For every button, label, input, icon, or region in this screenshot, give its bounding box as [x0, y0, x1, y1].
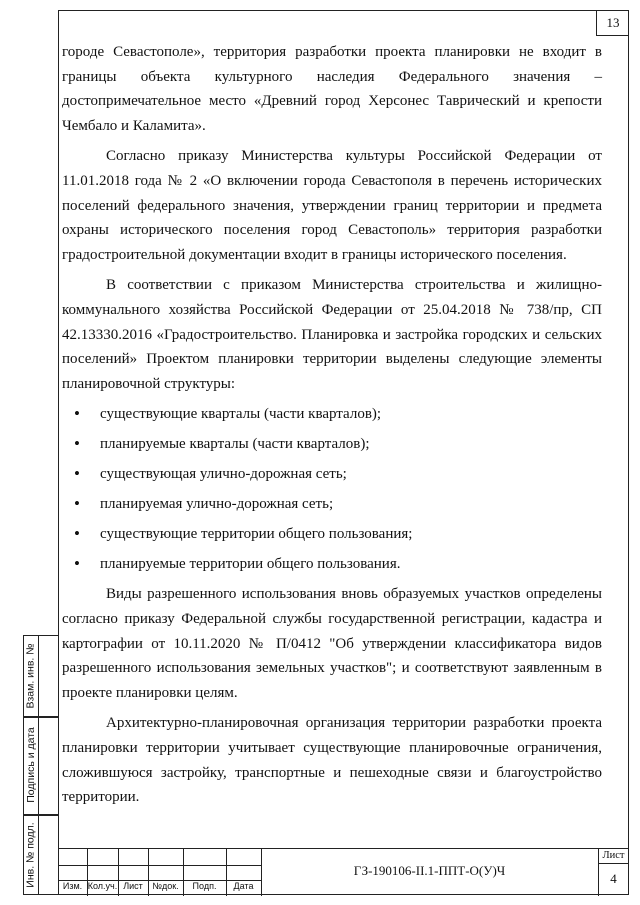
paragraph-1: городе Севастополе», территория разработки проекта планировки не входит в границы объекта культурного наследия Федерального значения – достопримечательное место «Древний город Херсонес Таврический и крепости Чембало и Каламита». — [62, 44, 602, 134]
header-doc-number: №док. — [152, 881, 179, 891]
list-item: • существующие кварталы (части кварталов); — [62, 402, 602, 427]
paragraph-5: Архитектурно-планировочная организация территории разработки проекта планировки территории учитывает существующие планировочные ограничения, сложившуюся застройку, транспортные и пешеходные связи и благоустройство территории. — [62, 715, 602, 806]
list-item: • планируемая улично-дорожная сеть; — [62, 492, 602, 517]
header-sheet: Лист — [123, 881, 143, 891]
page-number: 13 — [596, 10, 629, 36]
side-label-replacement-inventory: Взам. инв. № — [25, 643, 37, 709]
structure-elements-list — [62, 402, 602, 577]
list-item: • существующие территории общего пользования; — [62, 522, 602, 547]
header-count: Кол.уч. — [87, 881, 118, 891]
paragraph-3: В соответствии с приказом Министерства строительства и жилищно-коммунального хозяйства Российской Федерации от 25.04.2018 № 738/пр, СП 42.13330.2016 «Градостроительство. Планировка и застройка городских и сельских поселений» Проектом планировки территории выделены следующие элементы планировочной структуры: — [62, 277, 602, 392]
list-item: • планируемые кварталы (части кварталов); — [62, 432, 602, 457]
list-item: • планируемые территории общего пользования. — [62, 552, 602, 577]
sheet-number: 4 — [610, 871, 617, 886]
side-label-original-inventory: Инв. № подл. — [25, 822, 37, 888]
document-code: ГЗ-190106-II.1-ППТ-О(У)Ч — [353, 863, 506, 878]
header-date: Дата — [233, 881, 254, 891]
sheet-label: Лист — [602, 850, 625, 861]
side-label-signature-date: Подпись и дата — [25, 727, 37, 803]
header-signature: Подп. — [192, 881, 217, 891]
side-stamp-table — [23, 635, 58, 895]
title-block — [58, 848, 629, 895]
paragraph-4: Виды разрешенного использования вновь образуемых участков определены согласно приказу Федеральной службы государственной регистрации, кадастра и картографии от 10.11.2020 № П/0412 "Об утверждении классификатора видов разрешенного использования земельных участков"; и соответствуют заявленным в проекте планировки целям. — [62, 586, 602, 701]
header-change: Изм. — [62, 881, 83, 891]
list-item: • существующая улично-дорожная сеть; — [62, 462, 602, 487]
document-body — [62, 40, 602, 810]
paragraph-2: Согласно приказу Министерства культуры Российской Федерации от 11.01.2018 года № 2 «О включении города Севастополя в перечень исторических поселений федерального значения, утверждении границ территории и предмета охраны исторического поселения город Севастополь» территория разработки градостроительной документации входит в границы исторического поселения. — [62, 148, 602, 263]
